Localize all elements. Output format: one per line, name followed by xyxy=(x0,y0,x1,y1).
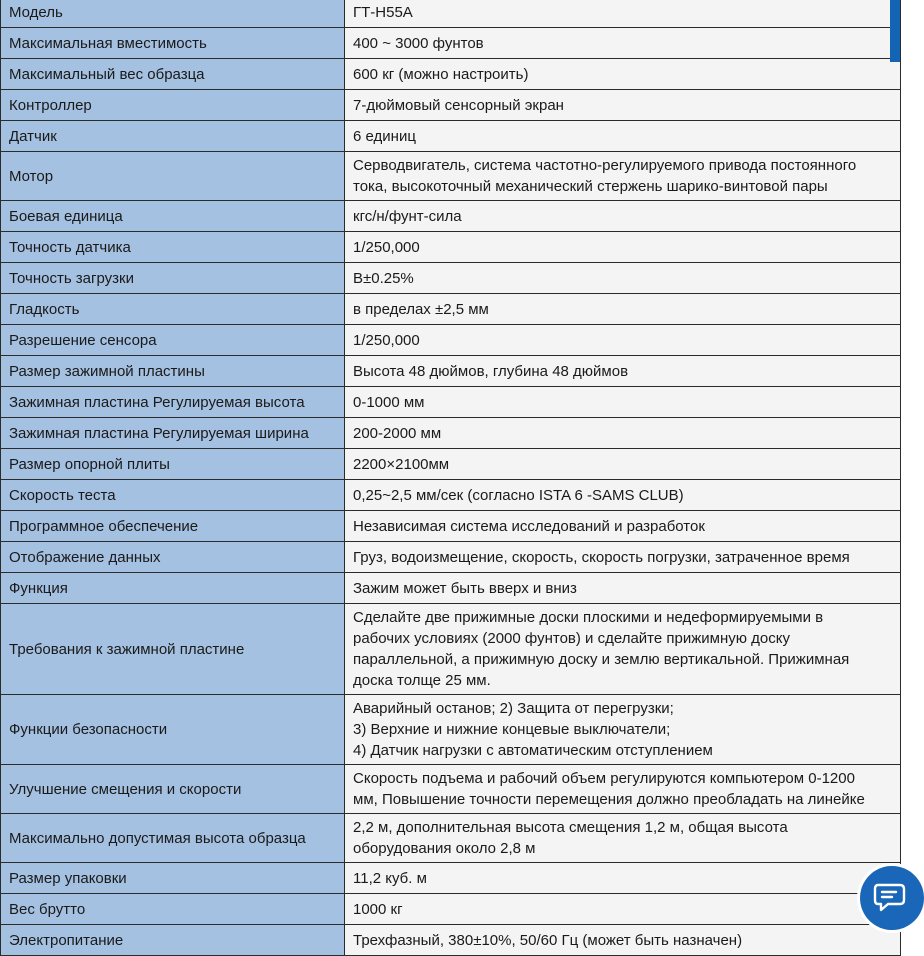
spec-value xyxy=(345,263,901,294)
table-row xyxy=(1,511,901,542)
spec-value xyxy=(345,356,901,387)
spec-value xyxy=(345,695,901,765)
spec-label: Точность датчика xyxy=(1,232,345,263)
spec-label: Разрешение сенсора xyxy=(1,325,345,356)
spec-value-line: Сделайте две прижимные доски плоскими и недеформируемыми в xyxy=(353,609,824,626)
spec-value-line: в пределах ±2,5 мм xyxy=(353,300,489,318)
spec-value xyxy=(345,387,901,418)
spec-value-line: 3) Верхние и нижние концевые выключатели; xyxy=(353,721,671,738)
spec-label: Функции безопасности xyxy=(1,695,345,765)
spec-value-line: мм, Повышение точности перемещения должно преобладать на линейке xyxy=(353,791,865,808)
spec-value-line: 2,2 м, дополнительная высота смещения 1,2 м, общая высота xyxy=(353,819,788,836)
table-row xyxy=(1,894,901,925)
spec-value-line: 1/250,000 xyxy=(353,331,420,349)
table-row xyxy=(1,480,901,511)
spec-value xyxy=(345,232,901,263)
table-row xyxy=(1,814,901,863)
spec-value-line: кгс/н/фунт-сила xyxy=(353,207,462,225)
spec-value-line: 1/250,000 xyxy=(353,238,420,256)
spec-label: Отображение данных xyxy=(1,542,345,573)
spec-label: Боевая единица xyxy=(1,201,345,232)
spec-label: Гладкость xyxy=(1,294,345,325)
spec-value-line: 400 ~ 3000 фунтов xyxy=(353,34,484,52)
spec-value-line: Независимая система исследований и разработок xyxy=(353,517,705,535)
spec-value-line: ГТ-H55A xyxy=(353,3,413,21)
table-row xyxy=(1,152,901,201)
spec-value-line: 0-1000 мм xyxy=(353,393,425,411)
spec-label: Размер опорной плиты xyxy=(1,449,345,480)
spec-label: Вес брутто xyxy=(1,894,345,925)
spec-label: Максимальный вес образца xyxy=(1,59,345,90)
spec-value xyxy=(345,511,901,542)
table-row xyxy=(1,863,901,894)
spec-value-line: тока, высокоточный механический стержень шарико-винтовой пары xyxy=(353,178,828,195)
spec-value xyxy=(345,863,901,894)
spec-label: Зажимная пластина Регулируемая высота xyxy=(1,387,345,418)
spec-label: Требования к зажимной пластине xyxy=(1,604,345,695)
spec-value xyxy=(345,121,901,152)
spec-label: Программное обеспечение xyxy=(1,511,345,542)
table-row xyxy=(1,418,901,449)
spec-label: Функция xyxy=(1,573,345,604)
scrollbar-thumb[interactable] xyxy=(890,0,900,62)
spec-value-line: 1000 кг xyxy=(353,900,403,918)
spec-value-line: 7-дюймовый сенсорный экран xyxy=(353,96,564,114)
spec-value xyxy=(345,480,901,511)
spec-value-line: 200-2000 мм xyxy=(353,424,442,442)
spec-value xyxy=(345,294,901,325)
spec-value-line: Аварийный останов; 2) Защита от перегрузки; xyxy=(353,700,674,717)
spec-label: Контроллер xyxy=(1,90,345,121)
table-row xyxy=(1,59,901,90)
table-row xyxy=(1,294,901,325)
table-row xyxy=(1,121,901,152)
spec-value-line: Груз, водоизмещение, скорость, скорость погрузки, затраченное время xyxy=(353,548,850,566)
spec-label: Датчик xyxy=(1,121,345,152)
spec-value xyxy=(345,201,901,232)
spec-label: Максимальная вместимость xyxy=(1,28,345,59)
spec-value-line: 4) Датчик нагрузки с автоматическим отступлением xyxy=(353,742,713,759)
spec-value xyxy=(345,573,901,604)
table-row xyxy=(1,542,901,573)
spec-value-line: рабочих условиях (2000 фунтов) и сделайте прижимную доску xyxy=(353,630,790,647)
table-row xyxy=(1,765,901,814)
spec-value xyxy=(345,325,901,356)
spec-label: Точность загрузки xyxy=(1,263,345,294)
spec-value-line: 600 кг (можно настроить) xyxy=(353,65,529,83)
spec-value-line: Высота 48 дюймов, глубина 48 дюймов xyxy=(353,362,629,380)
table-row xyxy=(1,925,901,956)
spec-value-line: оборудования около 2,8 м xyxy=(353,840,536,857)
spec-label: Размер зажимной пластины xyxy=(1,356,345,387)
spec-label: Скорость теста xyxy=(1,480,345,511)
table-row xyxy=(1,232,901,263)
table-row xyxy=(1,356,901,387)
table-row xyxy=(1,573,901,604)
spec-value xyxy=(345,152,901,201)
spec-value xyxy=(345,765,901,814)
spec-value-line: 11,2 куб. м xyxy=(353,869,427,887)
chat-widget-button[interactable] xyxy=(860,866,924,930)
spec-value xyxy=(345,59,901,90)
spec-value xyxy=(345,449,901,480)
spec-value-line: доска толще 25 мм. xyxy=(353,672,491,689)
spec-value xyxy=(345,90,901,121)
table-row xyxy=(1,263,901,294)
spec-value-line: 0,25~2,5 мм/сек (согласно ISTA 6 -SAMS CLUB) xyxy=(353,486,684,504)
spec-value-line: B±0.25% xyxy=(353,269,414,287)
spec-value xyxy=(345,542,901,573)
spec-label: Улучшение смещения и скорости xyxy=(1,765,345,814)
table-row xyxy=(1,449,901,480)
table-row xyxy=(1,604,901,695)
table-row xyxy=(1,28,901,59)
spec-value xyxy=(345,0,901,28)
spec-value-line: 6 единиц xyxy=(353,127,416,145)
spec-value xyxy=(345,894,901,925)
spec-value xyxy=(345,28,901,59)
spec-value xyxy=(345,814,901,863)
spec-value-line: Зажим может быть вверх и вниз xyxy=(353,579,577,597)
spec-value xyxy=(345,418,901,449)
spec-value-line: Серводвигатель, система частотно-регулируемого привода постоянного xyxy=(353,157,857,174)
table-row xyxy=(1,325,901,356)
spec-label: Размер упаковки xyxy=(1,863,345,894)
table-row xyxy=(1,387,901,418)
table-row xyxy=(1,0,901,28)
table-row xyxy=(1,695,901,765)
spec-label: Электропитание xyxy=(1,925,345,956)
spec-value-line: Скорость подъема и рабочий объем регулируются компьютером 0-1200 xyxy=(353,770,855,787)
table-row xyxy=(1,201,901,232)
spec-label: Мотор xyxy=(1,152,345,201)
spec-value-line: Трехфазный, 380±10%, 50/60 Гц (может быть назначен) xyxy=(353,931,743,949)
spec-label: Модель xyxy=(1,0,345,28)
chat-bubble-icon xyxy=(874,882,908,912)
spec-label: Зажимная пластина Регулируемая ширина xyxy=(1,418,345,449)
spec-label: Максимально допустимая высота образца xyxy=(1,814,345,863)
specifications-body xyxy=(1,0,901,956)
spec-value-line: параллельной, а прижимную доску и землю вертикальной. Прижимная xyxy=(353,651,850,668)
spec-value xyxy=(345,604,901,695)
table-row xyxy=(1,90,901,121)
spec-value-line: 2200×2100мм xyxy=(353,455,450,473)
spec-value xyxy=(345,925,901,956)
